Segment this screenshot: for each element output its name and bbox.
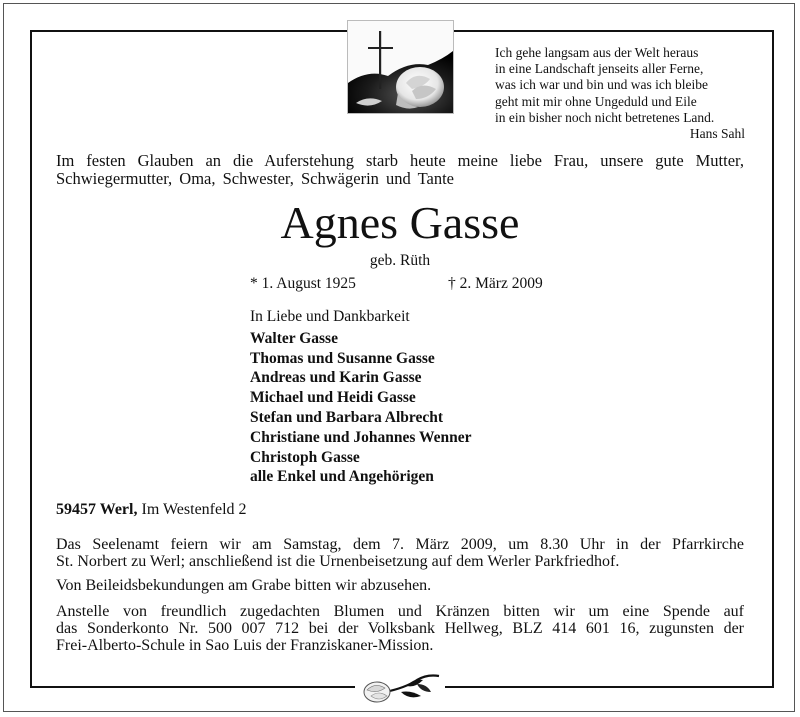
address bbox=[56, 501, 247, 519]
poem-line: Ich gehe langsam aus der Welt heraus bbox=[495, 45, 699, 60]
birth-name: geb. Rüth bbox=[369, 252, 431, 269]
mourner: Christiane und Johannes Wenner bbox=[250, 428, 472, 446]
rose-ornament bbox=[355, 670, 445, 706]
poem-line: in eine Landschaft jenseits aller Ferne, bbox=[495, 61, 704, 77]
rose-icon bbox=[355, 670, 445, 706]
mourner: alle Enkel und Angehörigen bbox=[250, 468, 434, 486]
mourner: Stefan und Barbara Albrecht bbox=[250, 408, 444, 426]
address-city: 59457 Werl, bbox=[56, 501, 138, 518]
cross-icon bbox=[379, 31, 381, 89]
address-street: Im Westenfeld 2 bbox=[141, 501, 247, 518]
mourners-list bbox=[250, 307, 472, 487]
poem-quote bbox=[495, 45, 745, 142]
paragraph-line: das Sonderkonto Nr. 500 007 712 bei der Volksbank Hellweg, BLZ 414 601 16, zugunsten der bbox=[56, 620, 744, 637]
mourner: Andreas und Karin Gasse bbox=[250, 369, 422, 387]
mourner: Thomas und Susanne Gasse bbox=[250, 349, 435, 367]
poem-line: in ein bisher noch nicht betretenes Land. bbox=[495, 109, 715, 125]
donation-paragraph bbox=[56, 603, 744, 654]
poem-author: Hans Sahl bbox=[689, 126, 745, 142]
death-date: † 2. März 2009 bbox=[448, 275, 543, 292]
mourner: Walter Gasse bbox=[250, 329, 338, 347]
paragraph-line: Frei-Alberto-Schule in Sao Luis der Franziskaner-Mission. bbox=[56, 637, 434, 654]
intro-line: Schwiegermutter, Oma, Schwester, Schwägerin und Tante bbox=[56, 169, 454, 188]
mourners-intro: In Liebe und Dankbarkeit bbox=[250, 308, 410, 325]
poem-line: was ich war und bin und was ich bleibe bbox=[495, 77, 708, 93]
paragraph-line: Von Beileidsbekundungen am Grabe bitten wir abzusehen. bbox=[56, 577, 432, 594]
poem-line: geht mit mir ohne Ungeduld und Eile bbox=[495, 93, 697, 109]
paragraph-line: St. Norbert zu Werl; anschließend ist die Urnenbeisetzung auf dem Werler Parkfriedhof. bbox=[56, 553, 620, 570]
condolences-paragraph bbox=[56, 577, 744, 594]
announcement-intro bbox=[56, 152, 744, 188]
paragraph-line: Anstelle von freundlich zugedachten Blumen und Kränzen bitten wir um eine Spende auf bbox=[56, 603, 744, 620]
paragraph-line: Das Seelenamt feiern wir am Samstag, dem 7. März 2009, um 8.30 Uhr in der Pfarrkirche bbox=[56, 536, 744, 553]
deceased-name: Agnes Gasse bbox=[280, 197, 520, 248]
requiem-paragraph bbox=[56, 536, 744, 570]
birth-date: * 1. August 1925 bbox=[250, 275, 356, 292]
intro-line: Im festen Glauben an die Auferstehung starb heute meine liebe Frau, unsere gute Mutter, bbox=[56, 151, 744, 170]
mourner: Michael und Heidi Gasse bbox=[250, 389, 416, 407]
mourner: Christoph Gasse bbox=[250, 448, 360, 466]
cross-rose-illustration bbox=[348, 21, 453, 113]
cross-and-rose-image bbox=[347, 20, 454, 114]
